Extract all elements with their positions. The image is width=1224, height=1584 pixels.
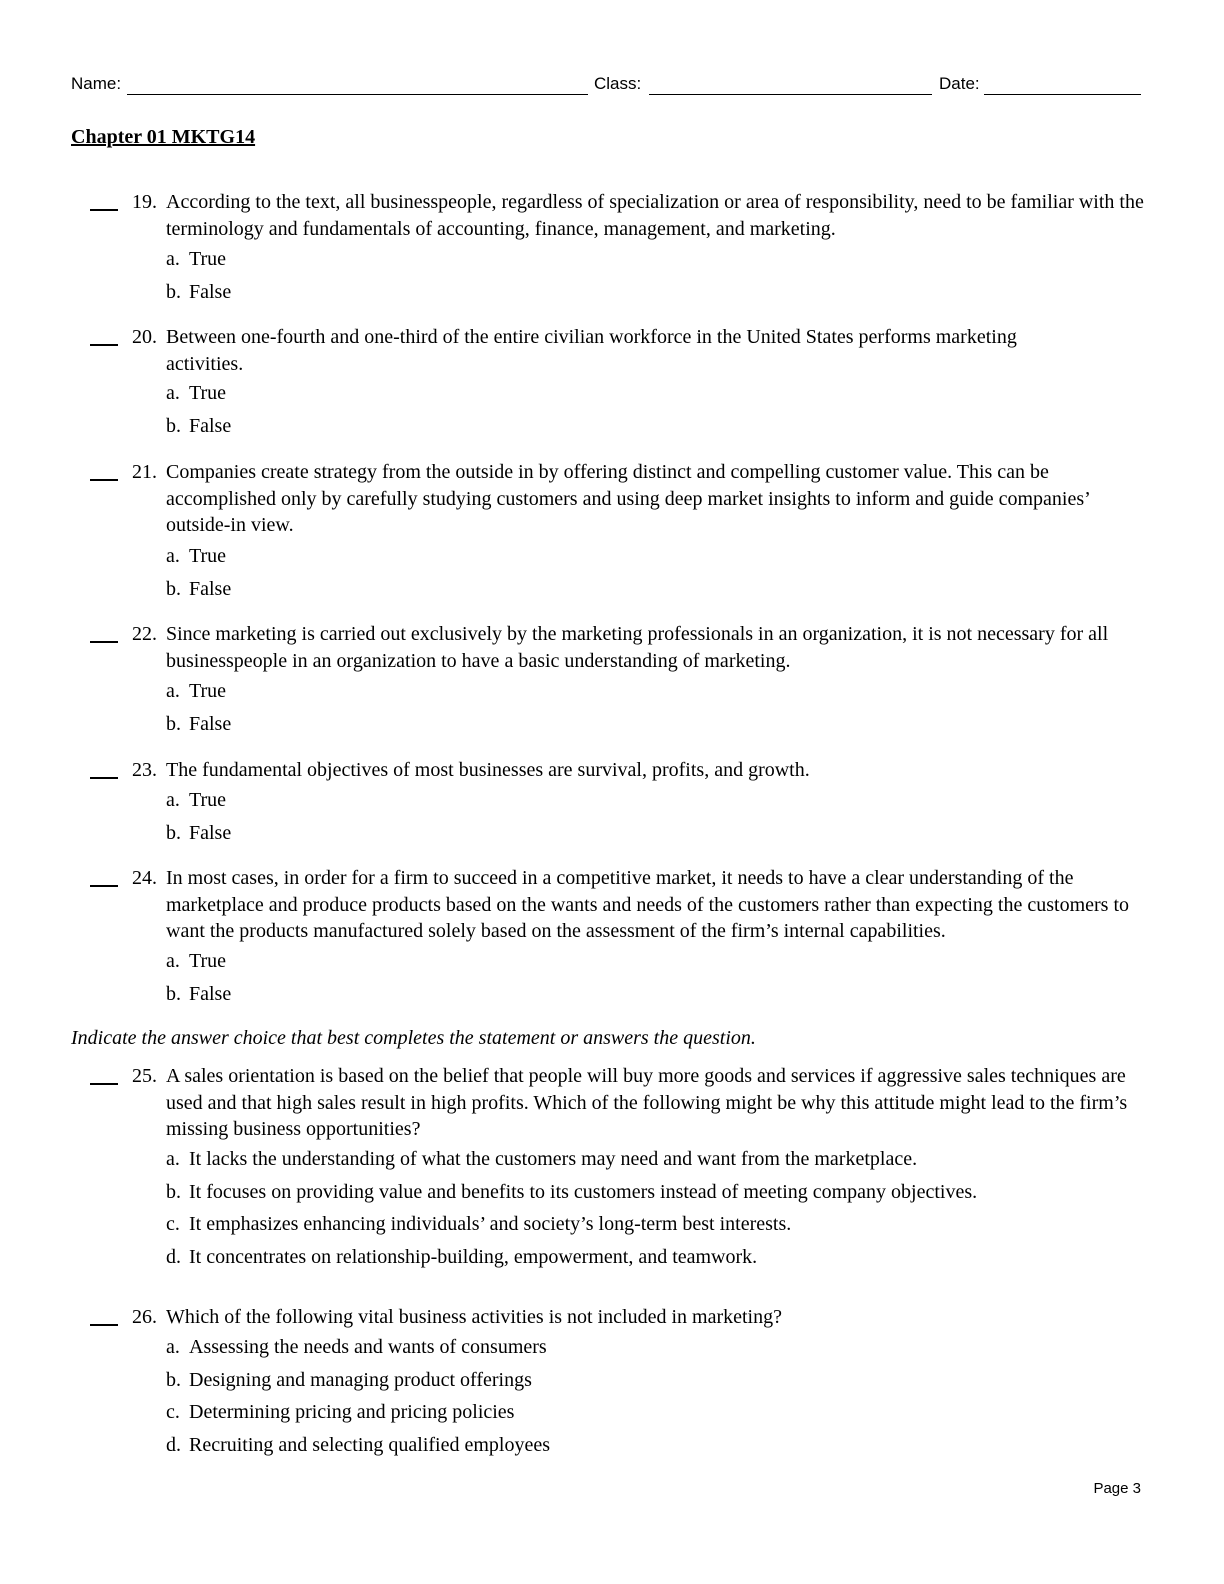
choice-a[interactable] bbox=[166, 1146, 977, 1179]
choice-a[interactable] bbox=[166, 787, 231, 820]
choice-a[interactable] bbox=[166, 948, 231, 981]
choice-b[interactable] bbox=[166, 820, 231, 853]
choice-text: Designing and managing product offerings bbox=[189, 1368, 532, 1391]
choice-text: True bbox=[189, 680, 227, 702]
choice-text: False bbox=[189, 577, 232, 600]
question-number: 19. bbox=[132, 191, 157, 213]
section-instruction: Indicate the answer choice that best completes the statement or answers the question. bbox=[71, 1027, 756, 1049]
question-text: The fundamental objectives of most businesses are survival, profits, and growth. bbox=[166, 759, 810, 781]
choice-text: True bbox=[189, 950, 227, 972]
answer-blank[interactable] bbox=[90, 209, 118, 211]
choice-b[interactable] bbox=[166, 1367, 550, 1400]
question-number: 23. bbox=[132, 759, 157, 781]
choice-letter: b. bbox=[166, 414, 181, 437]
choice-text: False bbox=[189, 414, 232, 437]
choice-list bbox=[166, 380, 231, 445]
choice-text: False bbox=[189, 821, 232, 844]
answer-blank[interactable] bbox=[90, 1324, 118, 1326]
choice-list bbox=[166, 787, 231, 852]
question-text: In most cases, in order for a firm to succeed in a competitive market, it needs to have a clear understanding of the marketplace and produce products based on the wants and needs of the customers rather than expecting the customers to want the products manufactured solely based on the assessment of the firm’s internal capabilities. bbox=[166, 867, 1130, 942]
question-text: Companies create strategy from the outside in by offering distinct and compelling customer value. This can be accomplished only by carefully studying customers and using deep market insights to inform and guide companies’ outside-in view. bbox=[166, 461, 1090, 536]
question-text: Which of the following vital business activities is not included in marketing? bbox=[166, 1306, 782, 1328]
chapter-title: Chapter 01 MKTG14 bbox=[71, 126, 256, 148]
class-label: Class: bbox=[594, 74, 642, 93]
question-number: 26. bbox=[132, 1306, 157, 1328]
choice-list bbox=[166, 543, 231, 608]
question-text: Between one-fourth and one-third of the entire civilian workforce in the United States performs marketing activities. bbox=[166, 326, 1017, 375]
choice-letter: a. bbox=[166, 680, 180, 702]
choice-letter: b. bbox=[166, 280, 181, 303]
choice-b[interactable] bbox=[166, 711, 231, 744]
choice-b[interactable] bbox=[166, 413, 231, 446]
choice-b[interactable] bbox=[166, 279, 231, 312]
question-number: 21. bbox=[132, 461, 157, 483]
choice-a[interactable] bbox=[166, 678, 231, 711]
choice-c[interactable] bbox=[166, 1399, 550, 1432]
choice-text: False bbox=[189, 712, 232, 735]
choice-b[interactable] bbox=[166, 1179, 977, 1212]
choice-text: True bbox=[189, 248, 227, 270]
choice-d[interactable] bbox=[166, 1432, 550, 1465]
choice-list bbox=[166, 1334, 550, 1464]
choice-text: True bbox=[189, 789, 227, 811]
choice-list bbox=[166, 246, 231, 311]
question-number: 20. bbox=[132, 326, 157, 348]
choice-text: It concentrates on relationship-building, empowerment, and teamwork. bbox=[189, 1245, 758, 1268]
choice-letter: b. bbox=[166, 982, 181, 1005]
answer-blank[interactable] bbox=[90, 479, 118, 481]
answer-blank[interactable] bbox=[90, 885, 118, 887]
choice-list bbox=[166, 948, 231, 1013]
question-number: 22. bbox=[132, 623, 157, 645]
choice-letter: a. bbox=[166, 248, 180, 270]
choice-letter: b. bbox=[166, 1180, 181, 1203]
choice-c[interactable] bbox=[166, 1211, 977, 1244]
choice-letter: c. bbox=[166, 1213, 180, 1235]
question-text: Since marketing is carried out exclusively by the marketing professionals in an organization, it is not necessary for all businesspeople in an organization to have a basic understanding of marketing. bbox=[166, 623, 1109, 672]
choice-text: It focuses on providing value and benefits to its customers instead of meeting company objectives. bbox=[189, 1180, 978, 1203]
choice-letter: b. bbox=[166, 712, 181, 735]
choice-letter: d. bbox=[166, 1245, 181, 1268]
choice-letter: a. bbox=[166, 545, 180, 567]
question-number: 24. bbox=[132, 867, 157, 889]
choice-list bbox=[166, 1146, 977, 1276]
date-label: Date: bbox=[939, 74, 980, 93]
choice-text: False bbox=[189, 280, 232, 303]
choice-letter: a. bbox=[166, 1148, 180, 1170]
choice-text: Assessing the needs and wants of consumers bbox=[189, 1336, 547, 1358]
choice-text: True bbox=[189, 545, 227, 567]
choice-letter: d. bbox=[166, 1433, 181, 1456]
question-number: 25. bbox=[132, 1065, 157, 1087]
date-field[interactable] bbox=[984, 94, 1141, 95]
choice-list bbox=[166, 678, 231, 743]
choice-text: Determining pricing and pricing policies bbox=[189, 1401, 515, 1423]
name-field[interactable] bbox=[127, 94, 588, 95]
choice-a[interactable] bbox=[166, 543, 231, 576]
question-text: According to the text, all businesspeople, regardless of specialization or area of responsibility, need to be familiar with the terminology and fundamentals of accounting, finance, management, and marketing. bbox=[166, 191, 1144, 240]
name-label: Name: bbox=[71, 74, 122, 93]
choice-letter: b. bbox=[166, 1368, 181, 1391]
answer-blank[interactable] bbox=[90, 777, 118, 779]
choice-letter: a. bbox=[166, 1336, 180, 1358]
choice-a[interactable] bbox=[166, 246, 231, 279]
choice-text: It emphasizes enhancing individuals’ and society’s long-term best interests. bbox=[189, 1213, 792, 1235]
page-number: Page 3 bbox=[1093, 1480, 1141, 1497]
choice-a[interactable] bbox=[166, 380, 231, 413]
choice-b[interactable] bbox=[166, 981, 231, 1014]
answer-blank[interactable] bbox=[90, 1083, 118, 1085]
answer-blank[interactable] bbox=[90, 344, 118, 346]
choice-letter: a. bbox=[166, 789, 180, 811]
choice-text: False bbox=[189, 982, 232, 1005]
choice-letter: c. bbox=[166, 1401, 180, 1423]
choice-text: True bbox=[189, 382, 227, 404]
question-text: A sales orientation is based on the belief that people will buy more goods and services if aggressive sales techniques are used and that high sales result in high profits. Which of the following might be why this attitude might lead to the firm’s missing business opportunities? bbox=[166, 1065, 1128, 1140]
choice-b[interactable] bbox=[166, 576, 231, 609]
choice-a[interactable] bbox=[166, 1334, 550, 1367]
answer-blank[interactable] bbox=[90, 641, 118, 643]
choice-text: It lacks the understanding of what the customers may need and want from the marketplace. bbox=[189, 1148, 918, 1170]
choice-letter: b. bbox=[166, 577, 181, 600]
choice-d[interactable] bbox=[166, 1244, 977, 1277]
student-info-header bbox=[71, 72, 1141, 98]
class-field[interactable] bbox=[649, 94, 932, 95]
choice-letter: b. bbox=[166, 821, 181, 844]
choice-letter: a. bbox=[166, 382, 180, 404]
choice-letter: a. bbox=[166, 950, 180, 972]
choice-text: Recruiting and selecting qualified employees bbox=[189, 1433, 550, 1456]
